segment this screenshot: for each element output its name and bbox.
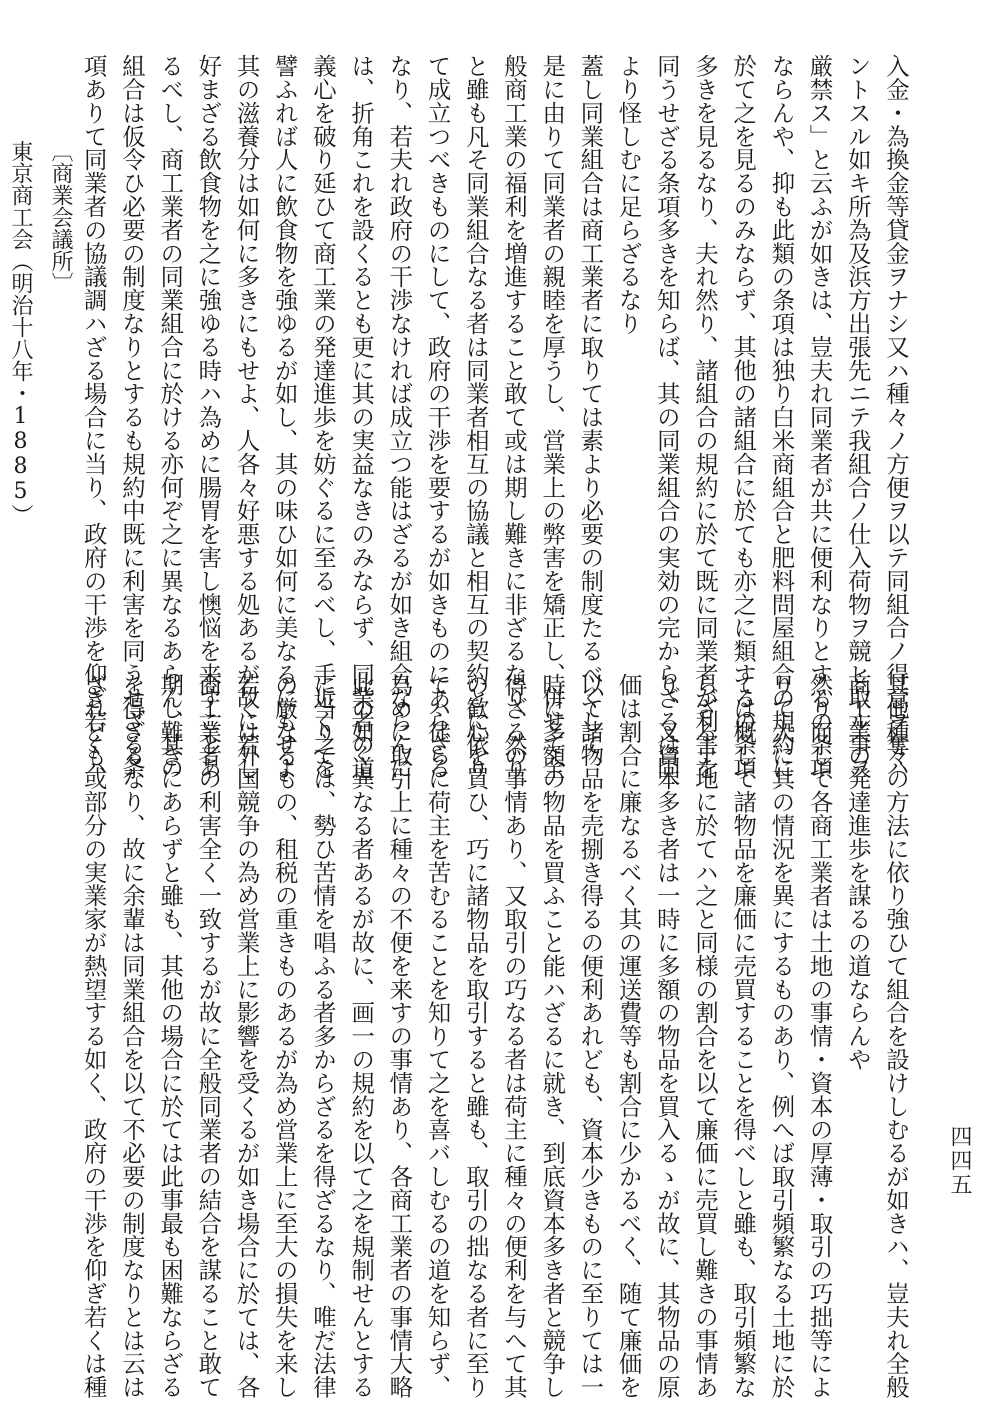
text-column: 組合は仮令ひ必要の制度なりとするも規約中既に利害を同うせざる条 bbox=[117, 54, 146, 780]
text-column: 同うせざる条項多きを知らば、其の同業組合の実効の完からざるは固 bbox=[652, 54, 681, 780]
text-column: ントスル如キ所為及浜方出張先ニテ我組合ノ仕入荷物ヲ競ヒ取ル事ヲ bbox=[843, 54, 872, 780]
text-column: てハ徒らに荷主を苦むることを知りて之を喜バしむるの道を知らず、 bbox=[423, 673, 452, 1399]
text-column: 入金・為換金等貸金ヲナシ又ハ種々ノ方便ヲ以テ同組合ノ得意ヲ奪ハ bbox=[882, 54, 910, 780]
text-column: 其他種々の方法に依り強ひて組合を設けしむるが如きハ、豈夫れ全般 bbox=[882, 673, 910, 1399]
text-column: なり、若夫れ政府の干渉なければ成立つ能はざるが如き組合ならんに bbox=[385, 54, 414, 780]
text-column: 若くは外国競争の為め営業上に影響を受くるが如き場合に於ては、各 bbox=[232, 673, 261, 1399]
source-label: 〔商業会議所〕 bbox=[48, 140, 73, 294]
text-column: 譬ふれば人に飲食物を強ゆるが如し、其の味ひ如何に美なるにもせよ bbox=[270, 54, 299, 780]
text-column: より怪しむに足らざるなり bbox=[614, 54, 643, 335]
text-column: 般商工業の福利を増進すること敢て或は期し難きに非ざるなり、然り bbox=[499, 54, 528, 780]
text-column: 此の如く異なる者あるが故に、画一の規約を以て之を規制せんとする bbox=[347, 673, 376, 1399]
text-column: 然り而して各商工業者は土地の事情・資本の厚薄・取引の巧拙等によ bbox=[805, 673, 834, 1399]
text-column: 是に由りて同業者の親睦を厚うし、営業上の弊害を矯正し、併せて全 bbox=[538, 54, 567, 780]
text-column: 以て諸物品を売捌き得るの便利あれども、資本少きものに至りては一 bbox=[576, 673, 605, 1399]
text-column: に当りては、勢ひ苦情を唱ふる者多からざるを得ざるなり、唯だ法律 bbox=[308, 673, 337, 1399]
source-credit bbox=[8, 140, 80, 700]
upper-text-block bbox=[25, 54, 915, 780]
text-column: 商工業の発達進歩を謀るの道ならんや bbox=[843, 673, 872, 1071]
text-column: 於て之を見るのみならず、其他の諸組合に於ても亦之に類するの条項 bbox=[729, 54, 758, 780]
text-column: の歓心を買ひ、巧に諸物品を取引すると雖も、取引の拙なる者に至り bbox=[461, 673, 490, 1399]
text-column: りて大に其の情況を異にするものあり、例へば取引頻繁なる土地に於 bbox=[767, 673, 796, 1399]
text-column: ては概して諸物品を廉価に売買することを得べしと雖も、取引頻繁な bbox=[729, 673, 758, 1399]
page-number: 四四五 bbox=[947, 1125, 972, 1197]
text-column: と雖も凡そ同業組合なる者は同業者相互の協議と相互の契約とに依り bbox=[461, 54, 490, 780]
text-column: 其の滋養分は如何に多きにもせよ、人各々好悪する処あるが故に若し bbox=[232, 54, 261, 780]
text-column: を得ざるなり、故に余輩は同業組合を以て不必要の制度なりとは云は bbox=[117, 673, 146, 1399]
text-column: り、又資本多き者は一時に多額の物品を買入るゝが故に、其物品の原 bbox=[652, 673, 681, 1399]
text-column: らざる土地に於てハ之と同様の割合を以て廉価に売買し難きの事情あ bbox=[690, 673, 719, 1399]
text-column: 時に多額の物品を買ふこと能ハざるに就き、到底資本多き者と競争し bbox=[538, 673, 567, 1399]
text-column: て成立つべきものにして、政府の干渉を要するが如きものにあらざる bbox=[423, 54, 452, 780]
text-column: 価は割合に廉なるべく其の運送費等も割合に少かるべく、随て廉価を bbox=[614, 673, 643, 1399]
lower-text-block bbox=[15, 673, 915, 1399]
text-column: 厳禁ス」と云ふが如きは、豈夫れ同業者が共に便利なりとするの条項 bbox=[805, 54, 834, 780]
text-column: るべし、商工業者の同業組合に於ける亦何ぞ之に異なるあらん、其の bbox=[156, 54, 185, 780]
text-column: 項ありて同業者の協議調ハざる場合に当り、政府の干渉を仰ぎ若くハ bbox=[79, 54, 108, 780]
text-column: ならんや、抑も此類の条項は独り白米商組合と肥料問屋組合の規約に bbox=[767, 54, 796, 780]
text-column: ざれども或部分の実業家が熱望する如く、政府の干渉を仰ぎ若くは種 bbox=[79, 673, 108, 1399]
text-column: 義心を破り延ひて商工業の発達進歩を妨ぐるに至るべし、手近く之を bbox=[308, 54, 337, 780]
text-column: 好まざる飲食物を之に強ゆる時ハ為めに腸胃を害し懊悩を来すことあ bbox=[194, 54, 223, 780]
text-column: 為めに取引上に種々の不便を来すの事情あり、各商工業者の事情大略 bbox=[385, 673, 414, 1399]
text-column: 期し難きにあらずと雖も、其他の場合に於ては此事最も困難ならざる bbox=[156, 673, 185, 1399]
text-column: の厳なるもの、租税の重きものあるが為め営業上に至大の損失を来し bbox=[270, 673, 299, 1399]
author-line: 東京商工会（明治十八年・1885） bbox=[8, 140, 33, 526]
text-column: は、折角これを設くるとも更に其の実益なきのみならず、同業者の道 bbox=[347, 54, 376, 780]
text-column: 蓋し同業組合は商工業者に取りては素より必要の制度たるべくして、 bbox=[576, 54, 605, 780]
text-column: 多きを見るなり、夫れ然り、諸組合の規約に於て既に同業者が利害を bbox=[690, 54, 719, 780]
text-column: 商工業者の利害全く一致するが故に全般同業者の結合を謀ること敢て bbox=[194, 673, 223, 1399]
text-column: 得ざるの事情あり、又取引の巧なる者は荷主に種々の便利を与へて其 bbox=[499, 673, 528, 1399]
